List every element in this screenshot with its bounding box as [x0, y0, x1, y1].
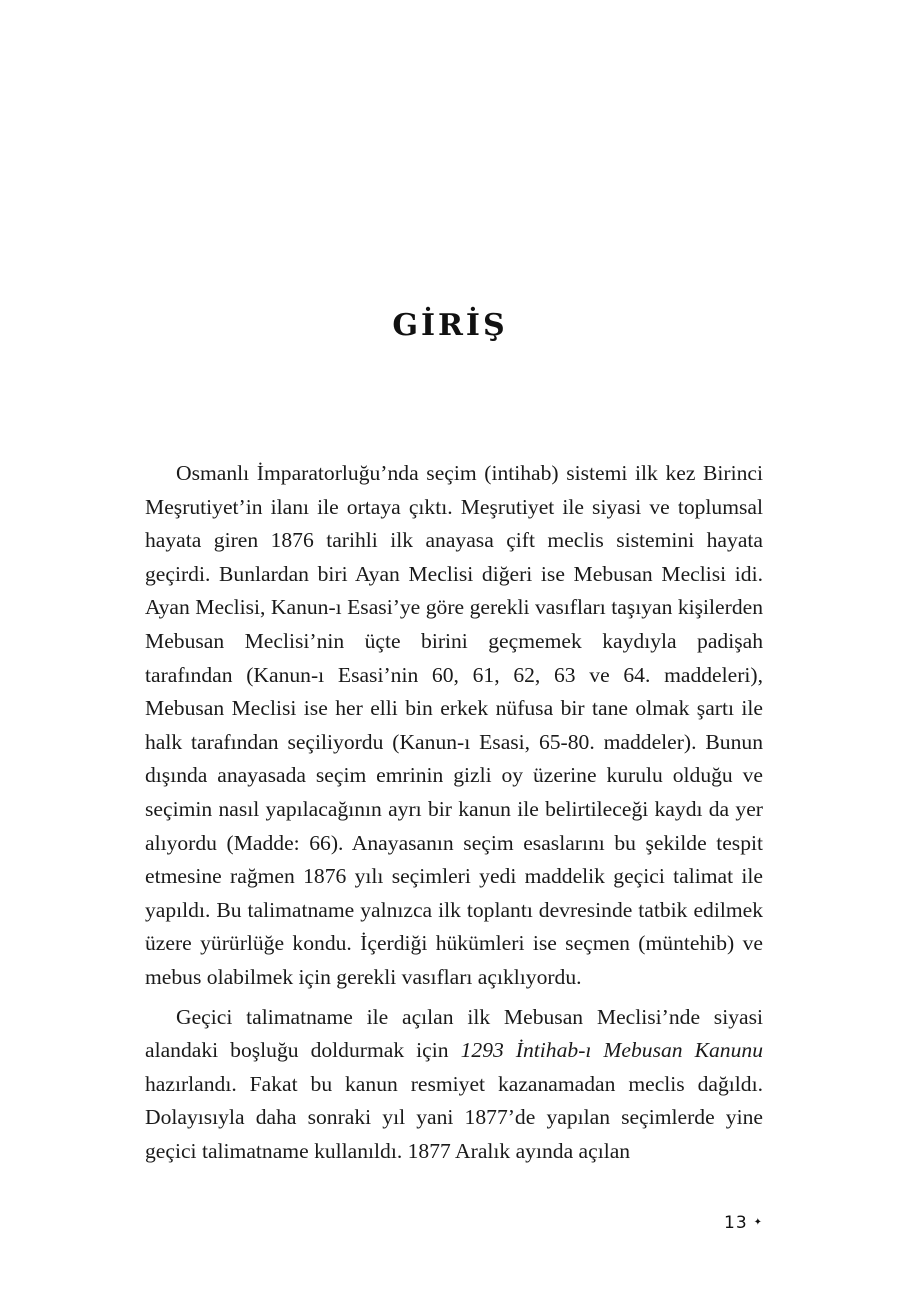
paragraph-2-text-before: Geçici talimatname ile açılan ilk Mebusan Meclisi’nde siyasi alandaki boşluğu doldurmak için [145, 1004, 763, 1063]
law-title-italic: 1293 İntihab-ı Mebusan Kanunu [460, 1038, 763, 1063]
chapter-title: GİRİŞ [392, 308, 508, 344]
page-number: 13 [724, 1213, 748, 1233]
paragraph-2 [145, 1001, 763, 1169]
paragraph-1: Osmanlı İmparatorluğu’nda seçim (intihab) sistemi ilk kez Birinci Meşrutiyet’in ilanı ile ortaya çıktı. Meşrutiyet ile siyasi ve toplumsal hayata giren 1876 tarihli ilk anayasa çift meclis sistemini hayata geçirdi. Bunlardan biri Ayan Meclisi diğeri ise Mebusan Meclisi idi. Ayan Meclisi, Kanun-ı Esasi’ye göre gerekli vasıfları taşıyan kişilerden Mebusan Meclisi’nin üçte birini geçmemek kaydıyla padişah tarafından (Kanun-ı Esasi’nin 60, 61, 62, 63 ve 64. maddeleri), Mebusan Meclisi ise her elli bin erkek nüfusa bir tane olmak şartı ile halk tarafından seçiliyordu (Kanun-ı Esasi, 65-80. maddeler). Bunun dışında anayasada seçim emrinin gizli oy üzerine kurulu olduğu ve seçimin nasıl yapılacağının ayrı bir kanun ile belirtileceği kaydı da yer alıyordu (Madde: 66). Anayasanın seçim esaslarını bu şekilde tespit etmesine rağmen 1876 yılı seçimleri yedi maddelik geçici talimat ile yapıldı. Bu talimatname yalnızca ilk toplantı devresinde tatbik edilmek üzere yürürlüğe kondu. İçerdiği hükümleri ise seçmen (müntehib) ve mebus olabilmek için gerekli vasıfları açıklıyordu. [145, 461, 763, 989]
paragraph-2-text-after: hazırlandı. Fakat bu kanun resmiyet kazanamadan meclis dağıldı. Dolayısıyla daha sonraki yıl yani 1877’de yapılan seçimlerde yine geçici talimatname kullanıldı. 1877 Aralık ayında açılan [145, 1071, 763, 1163]
page-footer [724, 1213, 763, 1233]
ornament-star-icon: ✦ [753, 1217, 764, 1228]
body-text [145, 457, 763, 1174]
